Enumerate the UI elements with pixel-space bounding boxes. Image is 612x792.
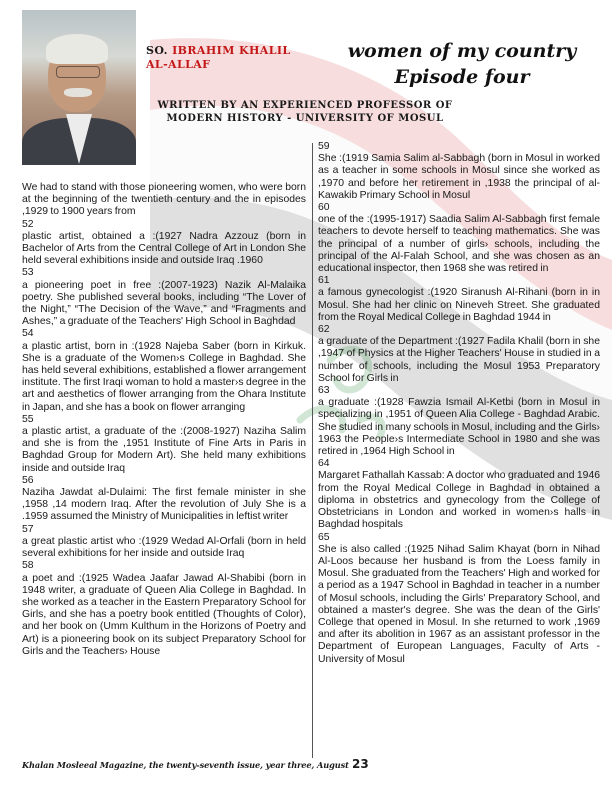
entry-number: 55 [22, 413, 34, 425]
intro-paragraph: We had to stand with those pioneering women, who were born at the beginning of the twentieth century and the in episodes ,1929 to 1900 years from [22, 182, 306, 218]
entry-text: a poet and :(1925 Wadea Jaafar Jawad Al-Shabibi (born in 1948 writer, a graduate of Queen Alia College in Baghdad. In she worked as a teacher in the Eastern Preparatory School for Girls, and she has a poetry book entitled (Thoughts of Color), and her book on (Umm Kulthum in the Horizons of Poetry and Art) is a pioneering book on its subject Preparatory School for Girls and the Teachers› House [22, 572, 306, 657]
title-line-1: women of my country [347, 40, 577, 62]
byline-line-1: WRITTEN BY AN EXPERIENCED PROFESSOR OF [157, 100, 453, 111]
entry-text: a famous gynecologist :(1920 Siranush Al-Rihani (born in in Mosul. She had her clinic on Nineveh Street. She graduated from the Royal Medical College in Baghdad 1944 in [318, 287, 600, 323]
entry-number: 62 [318, 324, 330, 336]
author-name: IBRAHIM KHALIL AL-ALLAF [146, 44, 291, 71]
entry-text: a graduate :(1928 Fawzia Ismail Al-Ketbi (born in Mosul in specializing in ,1951 of Queen Alia College - Baghdad Arabic. She studied in many schools in Mosul, including and the Girls› 1963 the People›s Intermediate School in 1980 and she was retired in ,1964 High School in [318, 397, 600, 458]
entry-number: 52 [22, 218, 34, 230]
entry-text: a pioneering poet in free :(2007-1923) Nazik Al-Malaika poetry. She published several books, including “The Lover of the Night,” “The Decision of the Wave,” and “Fragments and Ashes,” a graduate of the Teachers' High School in Baghdad [22, 279, 306, 328]
entry-number: 58 [22, 560, 34, 572]
author-credit [146, 44, 316, 72]
column-divider [312, 143, 313, 758]
entry-number: 61 [318, 275, 330, 287]
entry-60 [318, 202, 600, 275]
entry-text: Naziha Jawdat al-Dulaimi: The first female minister in she ,1958 ,14 modern Iraq. After the revolution of July She is a .1959 assumed the Ministry of Municipalities in leftist writer [22, 487, 306, 523]
entry-text: a plastic artist, a graduate of the :(2008-1927) Naziha Salim and she is from the ,1951 Institute of Fine Arts in Paris in Baghdad Group for Modern Art). She held many exhibitions inside and outside Iraq [22, 426, 306, 474]
left-column [22, 182, 306, 658]
entry-text: She :(1919 Samia Salim al-Sabbagh (born in Mosul in worked as a teacher in some schools in Mosul since she worked as ,1970 and before her retirement in ,1938 the principal of al-Kawakib Primary School in Mosul [318, 153, 600, 201]
entry-63 [318, 385, 600, 458]
title-line-2: Episode four [394, 66, 530, 88]
entry-text: a great plastic artist who :(1929 Wedad Al-Orfali (born in held several exhibitions for her inside and outside Iraq [22, 535, 306, 560]
entry-number: 63 [318, 385, 330, 397]
page-number: 23 [352, 757, 369, 771]
entry-number: 53 [22, 267, 34, 279]
entry-text: She is also called :(1925 Nihad Salim Khayat (born in Nihad Al-Loos because her husband is from the Loess family in Mosul. She graduated from the Teachers' High and worked for a period as a 1947 School in Baghdad in teacher in a number of Mosul schools, including the Girls' Preparatory School, and obtained a master's degree. She was the dean of the Girls' College that opened in Mosul. In she returned to work ,1969 and after its abolition in 1967 as an assistant professor in the Department of European Languages, Faculty of Arts - University of Mosul [318, 543, 600, 665]
entry-text: a plastic artist, born in :(1928 Najeba Saber (born in Kirkuk. She is a graduate of the Women›s College in Baghdad. She has held several exhibitions, established a flower arrangement institute. The first Iraqi woman to hold a master›s degree in the art and aesthetics of flower arranging from the Ohara Institute in Japan, and she has a book on flower arranging [22, 340, 306, 413]
entry-61 [318, 275, 600, 324]
entry-text: Margaret Fathallah Kassab: A doctor who graduated and 1946 from the Royal Medical College in Baghdad in obtained a diploma in obstetrics and gynecology from the College of Obstetricians in London and worked in women›s halls in Baghdad hospitals [318, 470, 600, 531]
author-photo [22, 10, 136, 165]
entry-text: a graduate of the Department :(1927 Fadila Khalil (born in she ,1947 of Physics at the Higher Teachers' House in studied in a number of schools, including the Mosul 1953 Preparatory School for Girls in [318, 336, 600, 384]
entry-65 [318, 532, 600, 666]
entry-number: 65 [318, 531, 330, 543]
entry-text: plastic artist, obtained a :(1927 Nadra Azzouz (born in Bachelor of Arts from the Central College of Art in London She held several exhibitions inside and outside Iraq .1960 [22, 230, 306, 267]
entry-55 [22, 414, 306, 475]
entry-52 [22, 219, 306, 268]
entry-54 [22, 328, 306, 413]
entry-57 [22, 524, 306, 561]
entry-number: 56 [22, 474, 34, 486]
entry-number: 54 [22, 328, 34, 340]
entry-text: one of the :(1995-1917) Saadia Salim Al-Sabbagh first female teachers to devote herself to teaching mathematics. She was the principal of a number of girls› schools, including the principal of the Al-Falah School, and she was chosen as an educational inspector, then 1968 she was retired in [318, 214, 600, 275]
entry-62 [318, 324, 600, 385]
entry-59 [318, 141, 600, 202]
entry-number: 60 [318, 202, 330, 214]
entry-58 [22, 560, 306, 658]
article-title [332, 38, 592, 90]
right-column [318, 141, 600, 666]
footer-credit: Khalan Mosleeal Magazine, the twenty-seventh issue, year three, August [22, 760, 349, 770]
byline [140, 99, 470, 125]
entry-53 [22, 267, 306, 328]
author-prefix: SO. [146, 44, 173, 57]
entry-number: 57 [22, 523, 34, 535]
entry-number: 59 [318, 141, 330, 152]
entry-56 [22, 475, 306, 524]
byline-line-2: MODERN HISTORY - UNIVERSITY OF MOSUL [166, 113, 444, 124]
entry-number: 64 [318, 458, 330, 470]
entry-64 [318, 458, 600, 531]
